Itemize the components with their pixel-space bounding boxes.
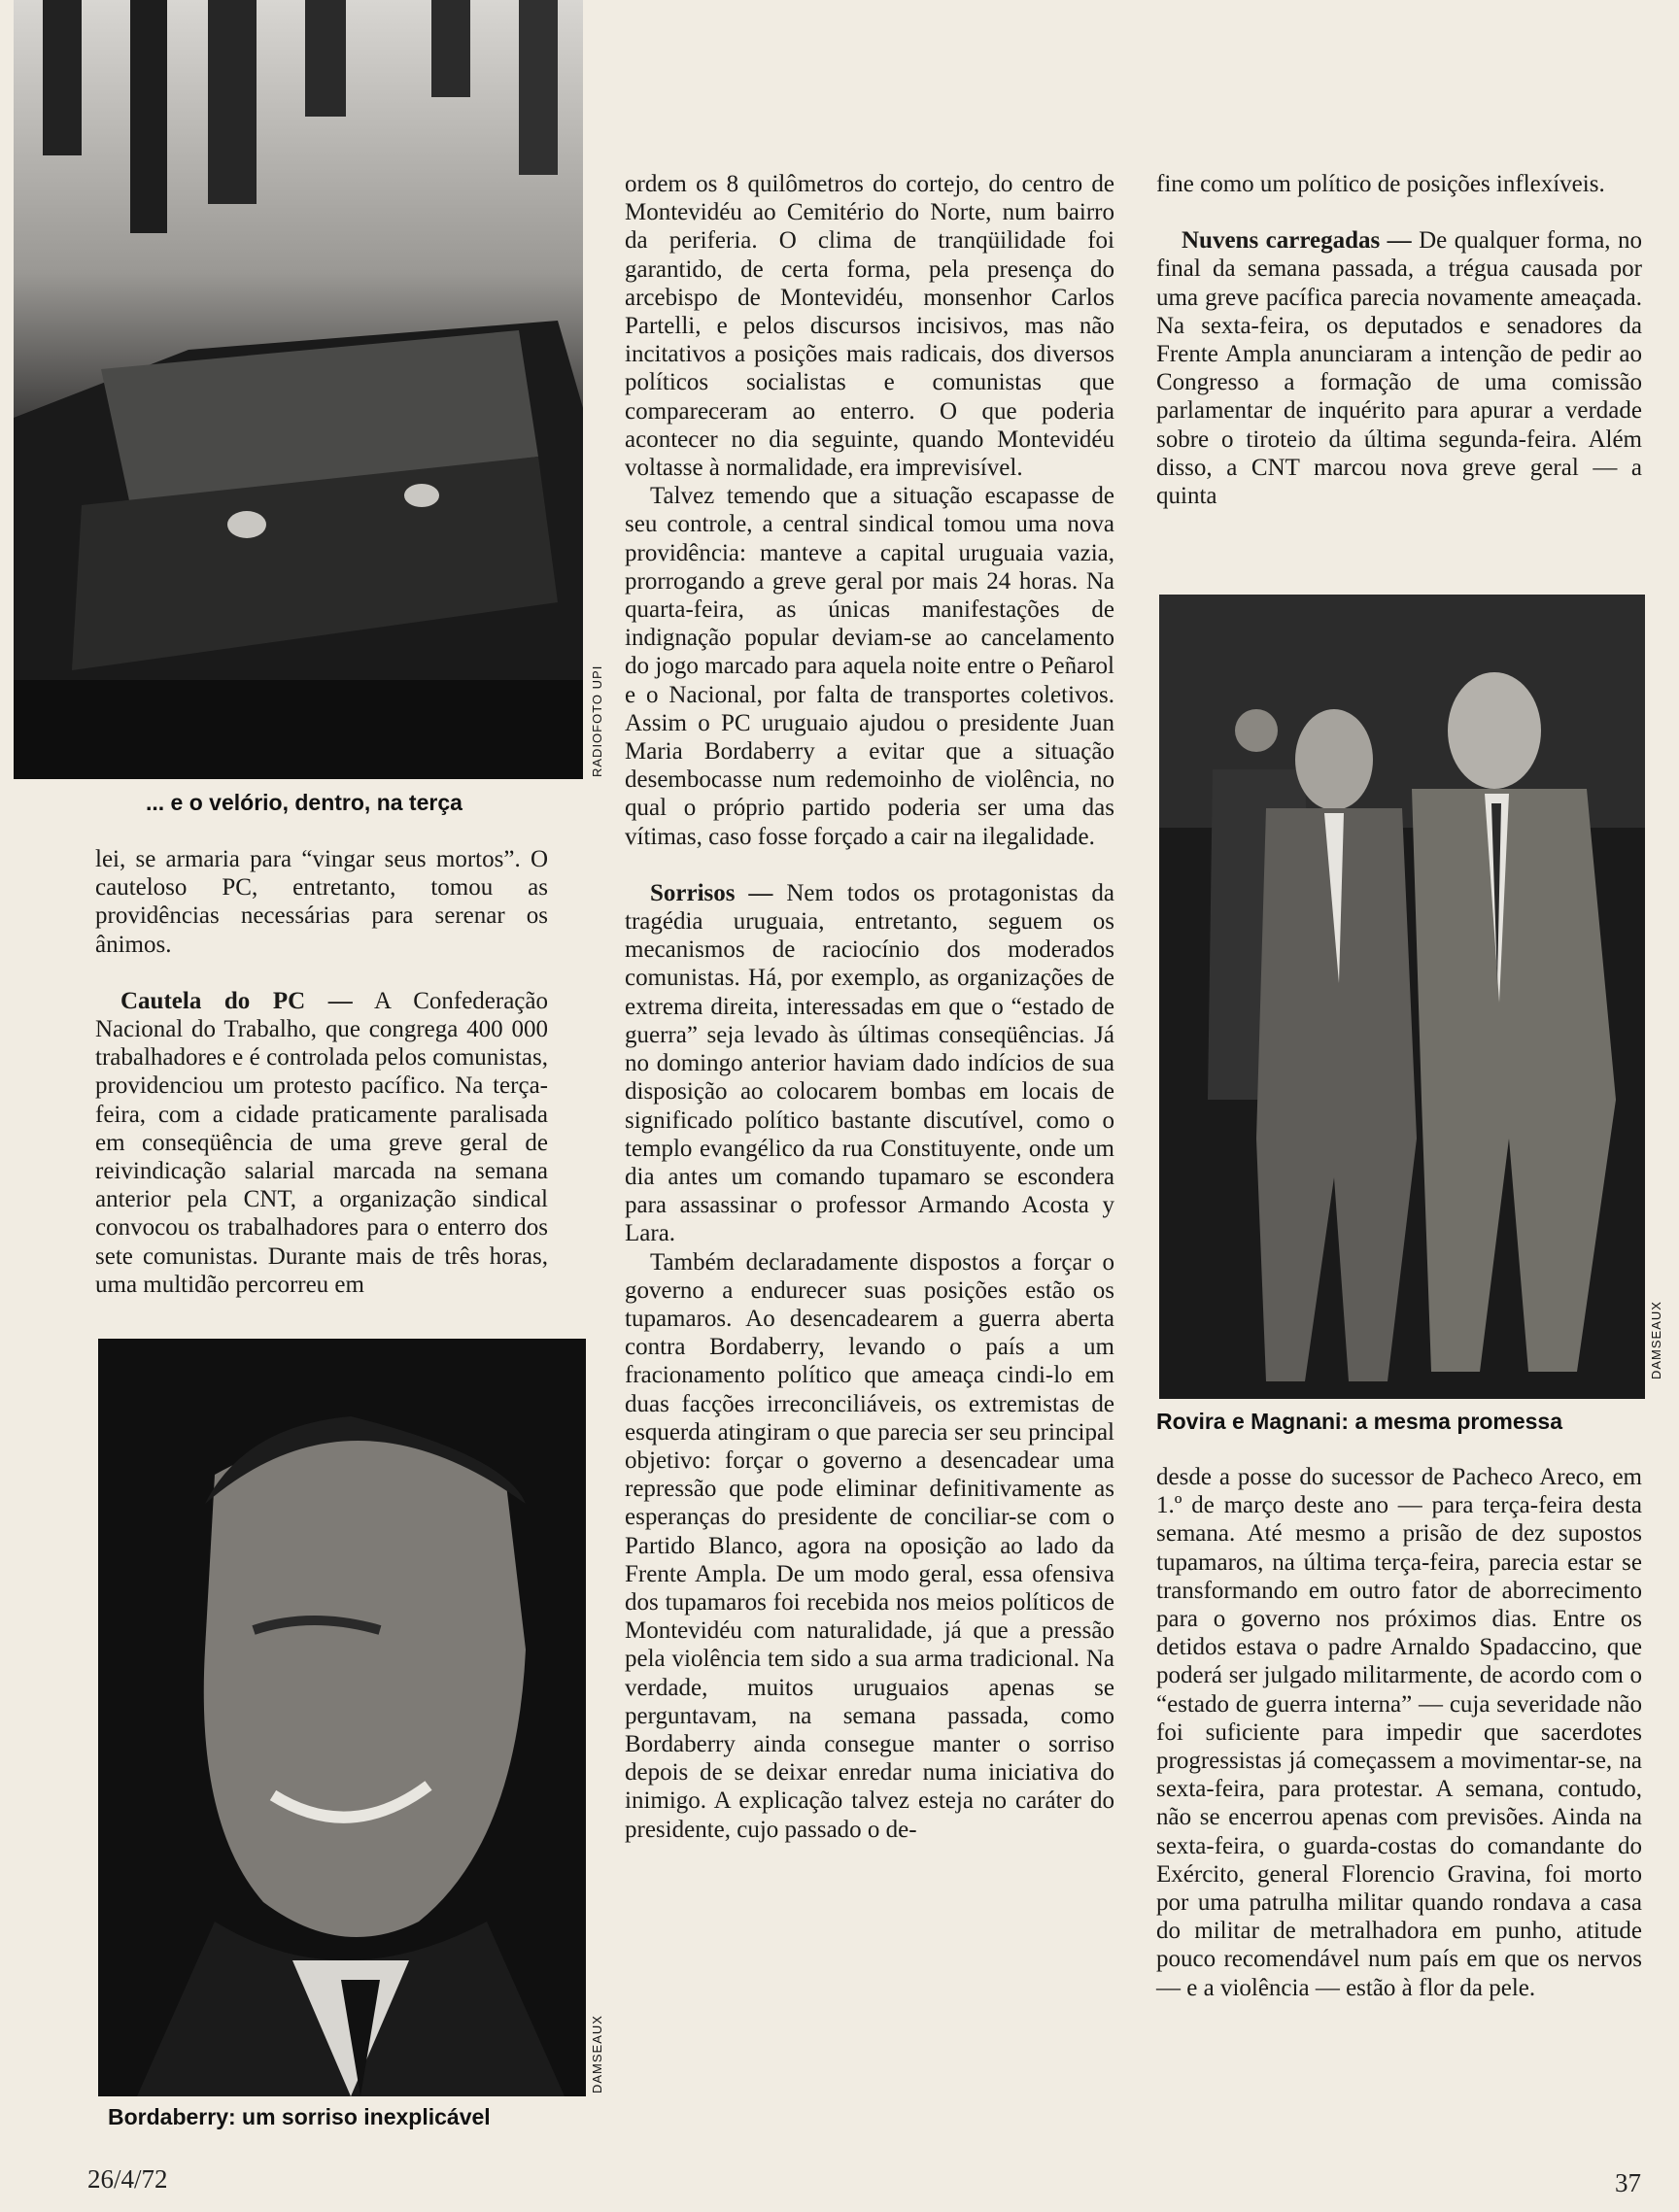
col2-paragraph-2: Talvez temendo que a situação escapasse de seu controle, a central sindical tomou uma nova providência: manteve a capital uruguaia vazia, prorrogando a greve geral por mais 24 horas. Na quarta-feira, as únicas manifestações de indignação popular deviam-se ao cancelamento do jogo marcado para aquela noite entre o Peñarol e o Nacional, por falta de transportes coletivos. Assim o PC uruguaio ajudou o presidente Juan Maria Bordaberry a evitar que a situação desembocasse num redemoinho de violência, no qual o próprio partido poderia ser uma das vítimas, caso fosse forçado a cair na ilegalidade. — [625, 483, 1114, 850]
rovira-photo-credit: DAMSEAUX — [1649, 1301, 1663, 1379]
col3-paragraph-1: fine como um político de posições inflexíveis. — [1156, 171, 1605, 197]
funeral-photo — [14, 0, 583, 779]
column-3-bottom — [1156, 1463, 1642, 2002]
col3-paragraph-2: De qualquer forma, no final da semana passada, a trégua causada por uma greve pacífica parecia novamente ameaçada. Na sexta-feira, os deputados e senadores da Frente Ampla anunciaram a intenção de pedir ao Congresso a formação de uma comissão parlamentar de inquérito para apurar a verdade sobre o tiroteio da última segunda-feira. Além disso, a CNT marcou nova greve geral — a quinta — [1156, 227, 1643, 510]
col2-paragraph-4: Também declaradamente dispostos a forçar o governo a endurecer suas posições estão os tupamaros. Ao desencadearem a guerra aberta contra Bordaberry, levando o país a um fracionamento político que ameaça cindi-lo em duas facções irreconciliáveis, os extremistas de esquerda atingiram o que parecia ser seu principal objetivo: forçar o governo a desencadear uma repressão que pode eliminar definitivamente as esperanças do presidente de conciliar-se com o Partido Blanco, agora na oposição ao lado da Frente Ampla. De um modo geral, essa ofensiva dos tupamaros foi recebida nos meios políticos de Montevidéu com naturalidade, já que a pressão pela violência tem sido a sua arma tradicional. Na verdade, muitos uruguaios apenas se perguntavam, na semana passada, como Bordaberry ainda consegue manter o sorriso depois de se deixar enredar numa iniciativa do inimigo. A explicação talvez esteja no caráter do presidente, cujo passado o de- — [625, 1248, 1114, 1843]
column-1-top — [95, 845, 548, 1299]
funeral-photo-credit: RADIOFOTO UPI — [590, 664, 604, 777]
page-number: 37 — [1615, 2168, 1641, 2197]
col2-paragraph-1: ordem os 8 quilômetros do cortejo, do centro de Montevidéu ao Cemitério do Norte, num bairro da periferia. O clima de tranqüilidade foi garantido, de certa forma, pela presença do arcebispo de Montevidéu, monsenhor Carlos Partelli, e pelos discursos incisivos, mas não incitativos a posições mais radicais, dos diversos políticos socialistas e comunistas que compareceram ao enterro. O que poderia acontecer no dia seguinte, quando Montevidéu voltasse à normalidade, era imprevisível. — [625, 171, 1114, 482]
column-3-top — [1156, 170, 1642, 510]
rovira-magnani-photo — [1159, 595, 1645, 1399]
col2-subhead: Sorrisos — — [650, 879, 773, 906]
rovira-magnani-photo-image — [1159, 595, 1645, 1399]
bordaberry-photo-credit: DAMSEAUX — [590, 2015, 604, 2093]
issue-date: 26/4/72 — [87, 2164, 168, 2194]
bordaberry-photo-image — [98, 1339, 586, 2096]
col1-subhead: Cautela do PC — — [120, 987, 353, 1014]
col2-paragraph-3: Nem todos os protagonistas da tragédia uruguaia, entretanto, seguem os mecanismos de raciocínio dos moderados comunistas. Há, por exemplo, as organizações de extrema direita, interessadas em que o “estado de guerra” seja levado às últimas conseqüências. Já no domingo anterior haviam dado indícios de sua disposição ao colocarem bombas em locais de significado político bastante discutível, como o templo evangélico da rua Constituyente, onde um dia antes um comando tupamaro se escondera para assassinar o professor Armando Acosta y Lara. — [625, 879, 1115, 1247]
col1-paragraph-2: A Confederação Nacional do Trabalho, que congrega 400 000 trabalhadores e é controlada pelos comunistas, providenciou um protesto pacífico. Na terça-feira, com a cidade praticamente paralisada em conseqüência de uma greve geral de reivindicação salarial marcada na semana anterior pela CNT, a organização sindical convocou os trabalhadores para o enterro dos sete comunistas. Durante mais de três horas, uma multidão percorreu em — [95, 987, 548, 1298]
funeral-photo-caption: ... e o velório, dentro, na terça — [146, 790, 463, 815]
col3-paragraph-3: desde a posse do sucessor de Pacheco Areco, em 1.º de março deste ano — para terça-feira desta semana. Até mesmo a prisão de dez supostos tupamaros, na última terça-feira, parecia estar se transformando em outro fator de aborrecimento para o governo nos próximos dias. Entre os detidos estava o padre Arnaldo Spadaccino, que poderá ser julgado militarmente, de acordo com o “estado de guerra interna” — cuja severidade não foi suficiente para impedir que sacerdotes progressistas já começassem a movimentar-se, na sexta-feira, para protestar. A semana, contudo, não se encerrou apenas com previsões. Ainda na sexta-feira, o guarda-costas do comandante do Exército, general Florencio Gravina, foi morto por uma patrulha militar quando rondava a casa do militar de metralhadora em punho, atitude pouco recomendável num país em que os nervos — e a violência — estão à flor da pele. — [1156, 1464, 1642, 2001]
funeral-photo-image — [14, 0, 583, 779]
column-2 — [625, 170, 1114, 1844]
col1-paragraph-1: lei, se armaria para “vingar seus mortos”. O cauteloso PC, entretanto, tomou as providências necessárias para serenar os ânimos. — [95, 846, 548, 958]
bordaberry-photo — [98, 1339, 586, 2096]
rovira-photo-caption: Rovira e Magnani: a mesma promessa — [1156, 1409, 1562, 1434]
col3-subhead: Nuvens carregadas — — [1182, 227, 1412, 255]
bordaberry-photo-caption: Bordaberry: um sorriso inexplicável — [108, 2104, 491, 2129]
